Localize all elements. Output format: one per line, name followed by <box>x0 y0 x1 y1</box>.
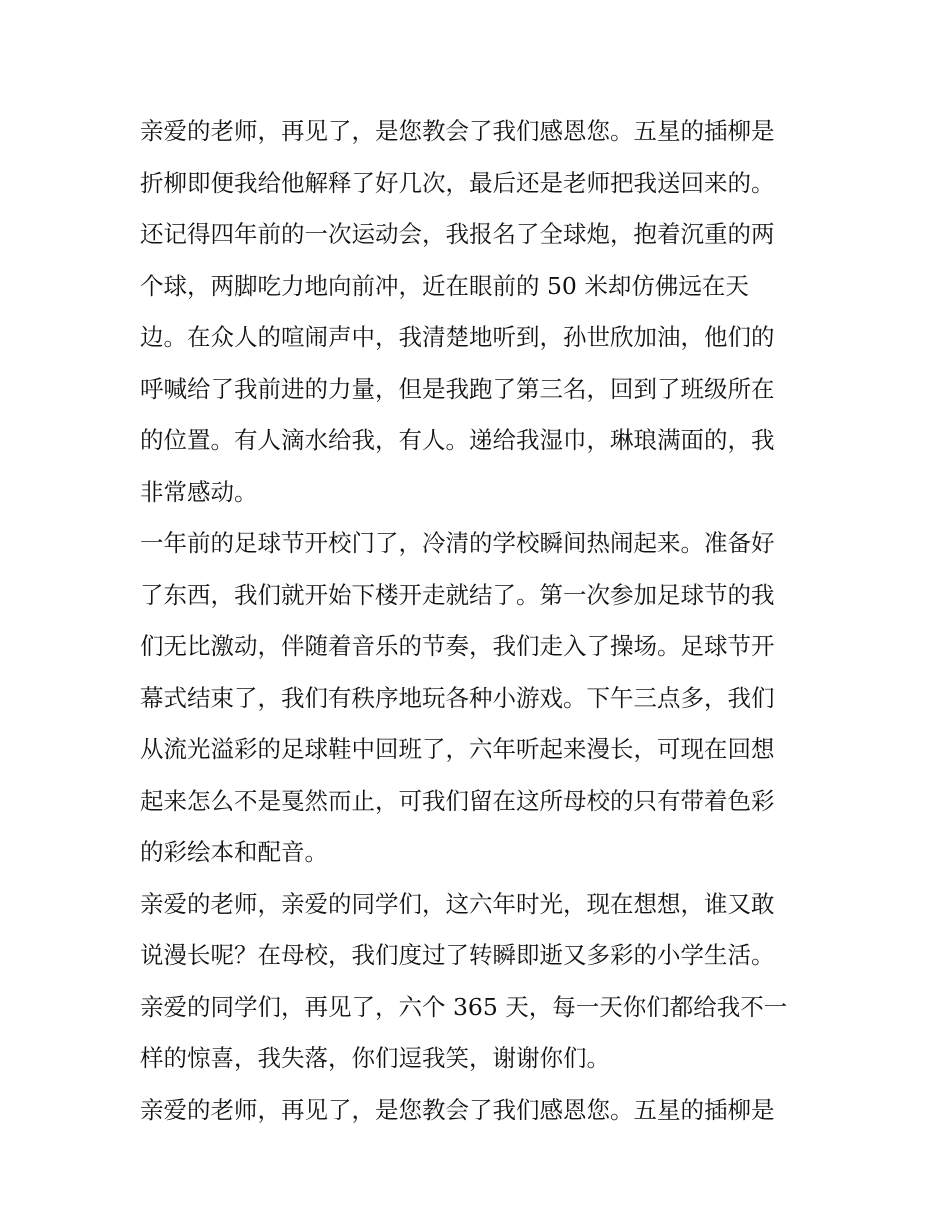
text-line: 边。在众人的喧闹声中，我清楚地听到，孙世欣加油，他们的 <box>140 323 775 351</box>
text-line: 了东西，我们就开始下楼开走就结了。第一次参加足球节的我 <box>140 580 775 609</box>
text-line: 非常感动。 <box>140 477 258 506</box>
text-line: 的彩绘本和配音。 <box>140 838 328 866</box>
document-body <box>140 106 830 1136</box>
text-line: 亲爱的老师，亲爱的同学们，这六年时光，现在想想，谁又敢 <box>140 889 775 918</box>
text-line: 们无比激动，伴随着音乐的节奏，我们走入了操场。足球节开 <box>140 632 775 660</box>
text-line: 说漫长呢？在母校，我们度过了转瞬即逝又多彩的小学生活。 <box>140 941 775 969</box>
text-line: 幕式结束了，我们有秩序地玩各种小游戏。下午三点多，我们 <box>140 683 775 712</box>
text-line: 亲爱的老师，再见了，是您教会了我们感恩您。五星的插柳是 <box>140 1095 775 1124</box>
text-line: 起来怎么不是戛然而止，可我们留在这所母校的只有带着色彩 <box>140 786 775 815</box>
text-line: 个球，两脚吃力地向前冲，近在眼前的 50 米却仿佛远在天 <box>140 271 749 300</box>
text-line: 折柳即便我给他解释了好几次，最后还是老师把我送回来的。 <box>140 168 775 197</box>
text-line: 还记得四年前的一次运动会，我报名了全球炮，抱着沉重的两 <box>140 220 775 248</box>
text-line: 的位置。有人滴水给我，有人。递给我湿巾，琳琅满面的，我 <box>140 426 775 454</box>
text-line: 从流光溢彩的足球鞋中回班了，六年听起来漫长，可现在回想 <box>140 735 775 763</box>
text-line: 一年前的足球节开校门了，冷清的学校瞬间热闹起来。准备好 <box>140 529 775 557</box>
text-line: 亲爱的同学们，再见了，六个 365 天，每一天你们都给我不一 <box>140 992 788 1021</box>
text-line: 呼喊给了我前进的力量，但是我跑了第三名，回到了班级所在 <box>140 374 775 403</box>
text-line: 样的惊喜，我失落，你们逗我笑，谢谢你们。 <box>140 1044 610 1072</box>
text-line: 亲爱的老师，再见了，是您教会了我们感恩您。五星的插柳是 <box>140 117 775 145</box>
